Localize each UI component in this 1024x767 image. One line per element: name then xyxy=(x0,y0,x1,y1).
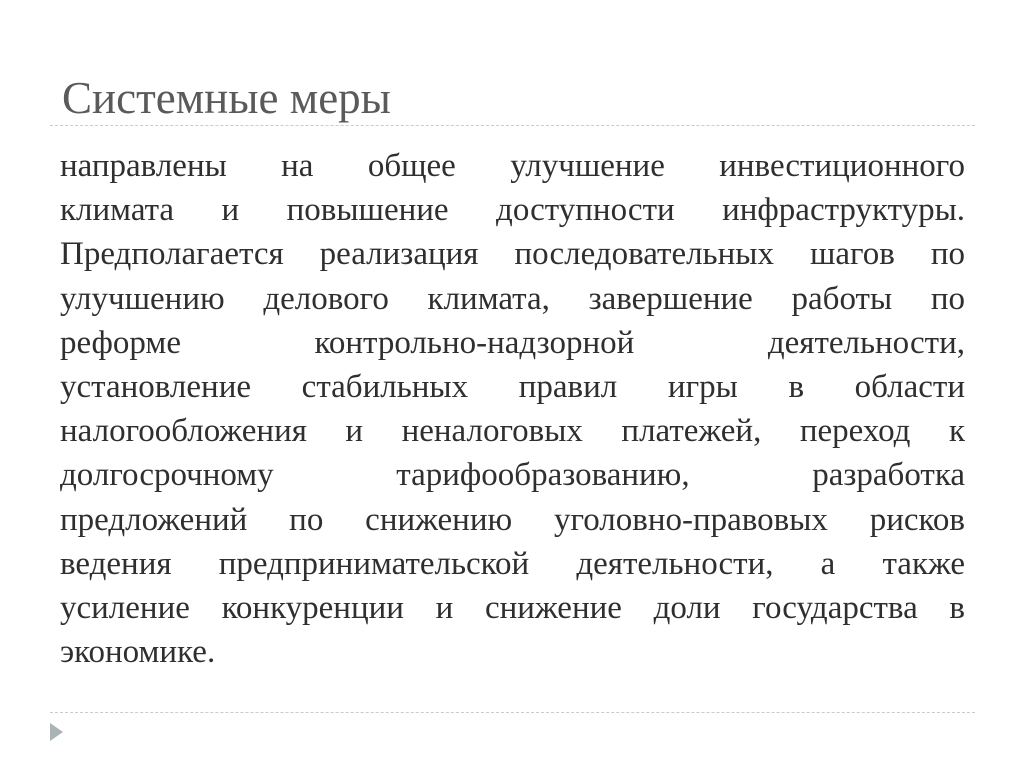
title-divider xyxy=(50,125,975,126)
body-line-last: экономике. xyxy=(60,634,216,671)
body-line: климата и повышение доступности инфраструктуры. xyxy=(60,192,965,229)
slide-title: Системные меры xyxy=(62,73,391,123)
body-line: направлены на общее улучшение инвестиционного xyxy=(60,148,965,184)
triangle-right-icon xyxy=(50,723,63,741)
body-line: Предполагается реализация последовательных шагов по xyxy=(60,236,965,273)
body-line: улучшению делового климата, завершение работы по xyxy=(60,280,965,317)
slide-body-text xyxy=(60,144,965,674)
body-line: реформе контрольно-надзорной деятельности, xyxy=(60,324,965,361)
body-line: долгосрочному тарифообразованию, разработка xyxy=(60,457,965,494)
footer-divider xyxy=(50,712,975,713)
body-line: налогообложения и неналоговых платежей, переход к xyxy=(60,413,965,450)
body-line: установление стабильных правил игры в области xyxy=(60,368,965,405)
body-line: ведения предпринимательской деятельности, а также xyxy=(60,545,965,582)
body-line: предложений по снижению уголовно-правовых рисков xyxy=(60,501,965,538)
body-line: усиление конкуренции и снижение доли государства в xyxy=(60,589,965,626)
